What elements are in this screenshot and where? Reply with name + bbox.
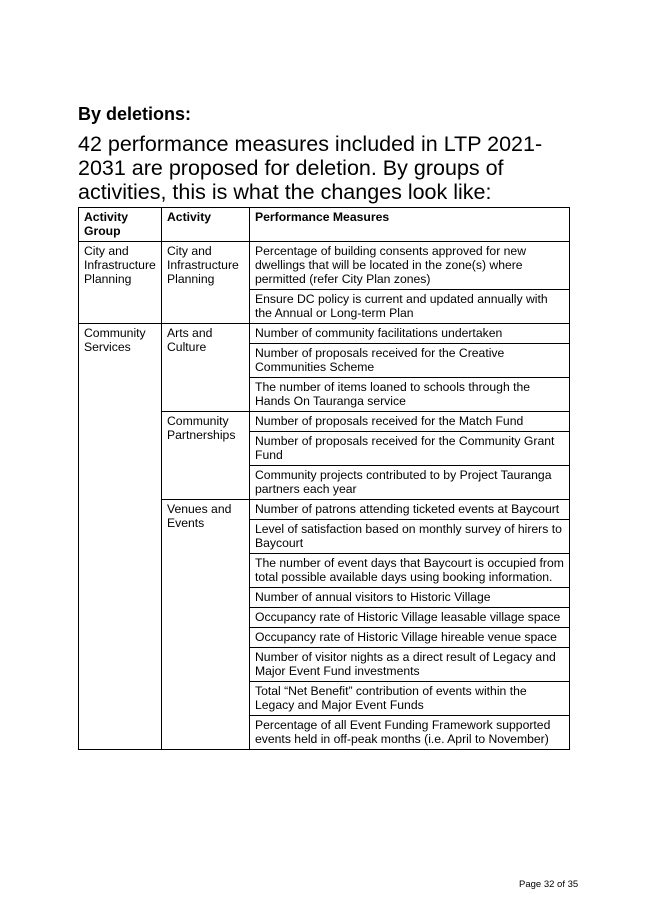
performance-measure-cell: Number of proposals received for the Community Grant Fund	[250, 432, 570, 466]
activity-cell: City and Infrastructure Planning	[162, 242, 250, 324]
activity-group-cell: City and Infrastructure Planning	[79, 242, 162, 324]
performance-measure-cell: Number of community facilitations undertaken	[250, 324, 570, 344]
performance-measure-cell: The number of event days that Baycourt is occupied from total possible available days using booking information.	[250, 554, 570, 588]
performance-measure-cell: Ensure DC policy is current and updated annually with the Annual or Long-term Plan	[250, 290, 570, 324]
activity-group-cell: Community Services	[79, 324, 162, 750]
performance-measure-cell: Total “Net Benefit” contribution of events within the Legacy and Major Event Funds	[250, 682, 570, 716]
activity-cell: Community Partnerships	[162, 412, 250, 500]
performance-measure-cell: Number of proposals received for the Creative Communities Scheme	[250, 344, 570, 378]
section-heading: By deletions:	[78, 104, 192, 124]
table-header-row	[79, 208, 570, 242]
performance-measures-table	[78, 207, 570, 750]
header-performance-measures: Performance Measures	[250, 208, 570, 242]
header-activity-group: Activity Group	[79, 208, 162, 242]
performance-measure-cell: Number of visitor nights as a direct result of Legacy and Major Event Fund investments	[250, 648, 570, 682]
activity-cell: Arts and Culture	[162, 324, 250, 412]
performance-measure-cell: Community projects contributed to by Project Tauranga partners each year	[250, 466, 570, 500]
header-activity: Activity	[162, 208, 250, 242]
activity-cell: Venues and Events	[162, 500, 250, 750]
performance-measure-cell: Percentage of all Event Funding Framework supported events held in off-peak months (i.e. April to November)	[250, 716, 570, 750]
performance-measure-cell: Occupancy rate of Historic Village hireable venue space	[250, 628, 570, 648]
performance-measure-cell: Number of patrons attending ticketed events at Baycourt	[250, 500, 570, 520]
intro-paragraph: 42 performance measures included in LTP 2021-2031 are proposed for deletion. By groups of activities, this is what the changes look like:	[78, 132, 543, 204]
performance-measure-cell: The number of items loaned to schools through the Hands On Tauranga service	[250, 378, 570, 412]
performance-measure-cell: Number of annual visitors to Historic Village	[250, 588, 570, 608]
table-body	[79, 242, 570, 750]
performance-measure-cell: Percentage of building consents approved for new dwellings that will be located in the zone(s) where permitted (refer City Plan zones)	[250, 242, 570, 290]
page-number: Page 32 of 35	[519, 879, 579, 890]
performance-measure-cell: Number of proposals received for the Match Fund	[250, 412, 570, 432]
performance-measure-cell: Level of satisfaction based on monthly survey of hirers to Baycourt	[250, 520, 570, 554]
performance-measure-cell: Occupancy rate of Historic Village leasable village space	[250, 608, 570, 628]
table-row	[79, 242, 570, 290]
table-row	[79, 324, 570, 344]
